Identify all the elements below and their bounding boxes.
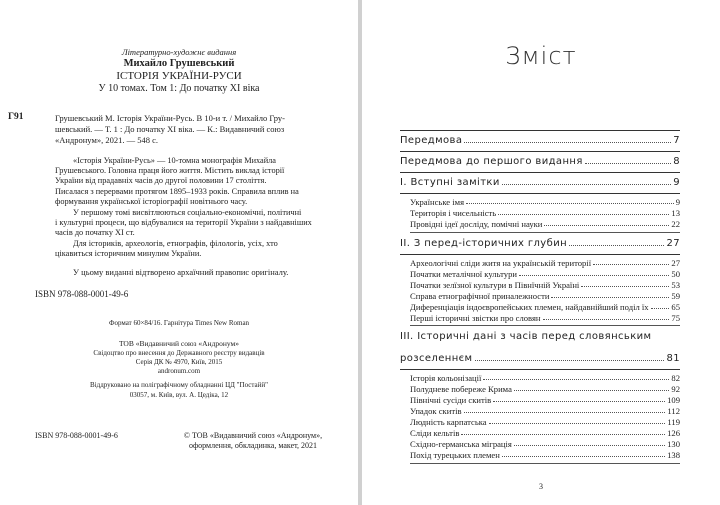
- toc-subentry[interactable]: [410, 406, 680, 416]
- toc-label: Початки металічної культури: [410, 269, 517, 279]
- copyright-line: оформлення, обкладинка, макет, 2021: [188, 441, 318, 450]
- toc-label: Східно-германська міграція: [410, 439, 512, 449]
- isbn-top: ISBN 978-088-0001-49-6: [35, 289, 129, 299]
- toc-leader-dots: [514, 390, 670, 391]
- toc-leader-dots: [466, 203, 674, 204]
- toc-label: Сліди кельтів: [410, 428, 460, 438]
- toc-subentry[interactable]: [410, 269, 680, 279]
- abstract-line: формування української історіографії новітнього часу.: [55, 196, 248, 206]
- toc-page-number: 81: [666, 353, 680, 364]
- toc-leader-dots: [483, 379, 669, 380]
- book-title: ІСТОРІЯ УКРАЇНИ-РУСИ: [116, 70, 242, 82]
- toc-leader-dots: [464, 412, 666, 413]
- toc-divider: [400, 172, 680, 173]
- toc-leader-dots: [581, 286, 669, 287]
- toc-subentry[interactable]: [410, 395, 680, 405]
- isbn-bottom: ISBN 978-088-0001-49-6: [35, 431, 118, 440]
- toc-leader-dots: [502, 456, 665, 457]
- toc-page-number: 112: [667, 406, 680, 416]
- toc-subentry[interactable]: [410, 280, 680, 290]
- toc-label: Упадок скитів: [410, 406, 462, 416]
- toc-divider: [410, 463, 680, 464]
- toc-subentry[interactable]: [410, 258, 680, 268]
- biblio-entry-line: Грушевський М. Історія України-Русь. В 10-и т. / Михайло Гру-: [55, 113, 285, 123]
- toc-page-number: 109: [667, 395, 680, 405]
- format-info: Формат 60×84/16. Гарнітура Times New Roman: [108, 319, 250, 327]
- abstract-line: України від прадавніх часів до другої половини 17 століття.: [55, 176, 267, 186]
- certificate-line: Свідоцтво про внесення до Державного реєстру видавців: [93, 349, 265, 357]
- toc-leader-dots: [461, 434, 665, 435]
- toc-page-number: 9: [675, 197, 680, 207]
- toc-label: розселеннєм: [400, 353, 473, 364]
- toc-divider: [410, 232, 680, 233]
- toc-page-number: 50: [671, 269, 680, 279]
- toc-label: Передмова до першого видання: [400, 156, 583, 167]
- toc-label: Людність карпатська: [410, 417, 487, 427]
- toc-page-number: 22: [671, 219, 680, 229]
- toc-page-number: 138: [667, 450, 680, 460]
- copyright-line: © ТОВ «Видавничий союз «Андронум»,: [183, 431, 323, 440]
- toc-label: Полудневе побереже Крима: [410, 384, 512, 394]
- toc-page-number: 92: [671, 384, 680, 394]
- toc-label: Перші історичні звістки про словян: [410, 313, 541, 323]
- toc-divider: [400, 369, 680, 370]
- toc-label: Похід турецьких племен: [410, 450, 500, 460]
- toc-page-number: 126: [667, 428, 680, 438]
- publisher-name: ТОВ «Видавничий союз «Андронум»: [118, 339, 240, 348]
- biblio-entry-line: шевський. — Т. 1 : До початку ХІ віка. — К.: Видавничий союз: [55, 124, 285, 134]
- abstract-line: і культурні процеси, що відбувалися на території України з найдавніших: [55, 218, 312, 228]
- toc-leader-dots: [502, 184, 671, 185]
- toc-leader-dots: [585, 163, 671, 164]
- toc-leader-dots: [543, 319, 670, 320]
- toc-label: II. З перед-історичних глубин: [400, 238, 568, 249]
- toc-label: Українське імя: [410, 197, 465, 207]
- toc-page-number: 75: [671, 313, 680, 323]
- toc-leader-dots: [519, 275, 669, 276]
- toc-subentry[interactable]: [410, 417, 680, 427]
- contents-title: Зміст: [505, 42, 577, 70]
- toc-page-number: 130: [667, 439, 680, 449]
- toc-label: Провідні ідеї досліду, помічні науки: [410, 219, 543, 229]
- toc-divider: [400, 130, 680, 131]
- toc-page-number: 82: [671, 373, 680, 383]
- toc-label: Передмова: [400, 135, 463, 146]
- page-number: 3: [539, 482, 543, 491]
- certificate-line: Серія ДК № 4970, Київ, 2015: [135, 358, 223, 366]
- publisher-site: andronum.com: [157, 367, 201, 375]
- author-name: Михайло Грушевський: [123, 58, 235, 69]
- toc-leader-dots: [493, 401, 665, 402]
- toc-leader-dots: [514, 445, 665, 446]
- toc-page-number: 13: [671, 208, 680, 218]
- toc-divider: [400, 193, 680, 194]
- abstract-line: Грушевського. Головна праця його життя. Містить виклад історії: [55, 166, 285, 176]
- contents-page: [362, 0, 720, 505]
- toc-page-number: 27: [666, 238, 680, 249]
- volume-info: У 10 томах. Том 1: До початку ХІ віка: [98, 83, 260, 94]
- toc-entry[interactable]: [400, 238, 680, 249]
- printer-address: 03057, м. Київ, вул. А. Цедіка, 12: [129, 391, 229, 399]
- toc-subentry[interactable]: [410, 439, 680, 449]
- toc-label: I. Вступні замітки: [400, 177, 500, 188]
- toc-divider: [400, 254, 680, 255]
- toc-subentry[interactable]: [410, 384, 680, 394]
- toc-subentry[interactable]: [410, 208, 680, 218]
- toc-entry[interactable]: [400, 177, 680, 188]
- abstract-line: У першому томі висвітлюються соціально-економічні, політичні: [73, 208, 302, 217]
- toc-divider: [400, 151, 680, 152]
- toc-leader-dots: [593, 264, 669, 265]
- toc-page-number: 119: [667, 417, 680, 427]
- toc-subentry[interactable]: [410, 450, 680, 460]
- toc-label: Археологічні сліди житя на українській території: [410, 258, 592, 268]
- biblio-entry-line: «Андронум», 2021. — 548 с.: [55, 135, 158, 145]
- toc-subentry[interactable]: [410, 219, 680, 229]
- toc-subentry[interactable]: [410, 313, 680, 323]
- toc-page-number: 65: [671, 302, 680, 312]
- toc-page-number: 7: [673, 135, 680, 146]
- abstract-line: «Історія України-Русь» — 10-томна монографія Михайла: [73, 156, 276, 165]
- toc-subentry[interactable]: [410, 373, 680, 383]
- orthography-note: У цьому виданні відтворено архаїчний правопис оригіналу.: [73, 267, 289, 277]
- toc-leader-dots: [475, 360, 665, 361]
- printer-line: Віддруковано на поліграфічному обладнанні ЦД "Постайй": [90, 381, 268, 389]
- toc-label: Початки зелїзної культури в Півнїчній Україні: [410, 280, 580, 290]
- toc-divider: [410, 325, 680, 326]
- imprint-page: [0, 0, 358, 505]
- toc-entry[interactable]: [400, 135, 680, 146]
- toc-subentry[interactable]: [410, 428, 680, 438]
- toc-leader-dots: [551, 297, 669, 298]
- toc-leader-dots: [489, 423, 666, 424]
- toc-entry[interactable]: [400, 156, 680, 167]
- toc-label: Північні сусіди скитів: [410, 395, 492, 405]
- toc-page-number: 27: [671, 258, 680, 268]
- toc-page-number: 9: [673, 177, 680, 188]
- toc-leader-dots: [569, 245, 664, 246]
- abstract-line: Для істориків, археологів, етнографів, філологів, усіх, хто: [73, 239, 278, 248]
- toc-label: Справа етнографічної приналежности: [410, 291, 550, 301]
- toc-label: Диференціація індоєвропейських племен, найдавнійший поділ їх: [410, 302, 649, 312]
- toc-leader-dots: [544, 225, 669, 226]
- catalog-index: Г91: [8, 112, 24, 122]
- toc-subentry[interactable]: [410, 291, 680, 301]
- toc-page-number: 53: [671, 280, 680, 290]
- genre-label: Літературно-художнє видання: [121, 47, 237, 57]
- toc-subentry[interactable]: [410, 197, 680, 207]
- toc-label: III. Історичні дані з часів перед словянським: [400, 331, 652, 342]
- toc-label: Територія і чисельність: [410, 208, 497, 218]
- abstract-line: часів до початку ХІ ст.: [55, 228, 135, 238]
- toc-page-number: 8: [673, 156, 680, 167]
- toc-label: Історія кольонізації: [410, 373, 482, 383]
- toc-entry[interactable]: [400, 331, 680, 342]
- toc-leader-dots: [651, 308, 670, 309]
- toc-leader-dots: [464, 142, 671, 143]
- toc-entry[interactable]: [400, 353, 680, 364]
- abstract-line: Писалася з перервами протягом 1895–1933 років. Справила вплив на: [55, 186, 299, 196]
- toc-leader-dots: [498, 214, 669, 215]
- abstract-line: цікавиться історичним минулим України.: [55, 249, 202, 259]
- toc-subentry[interactable]: [410, 302, 680, 312]
- toc-page-number: 59: [671, 291, 680, 301]
